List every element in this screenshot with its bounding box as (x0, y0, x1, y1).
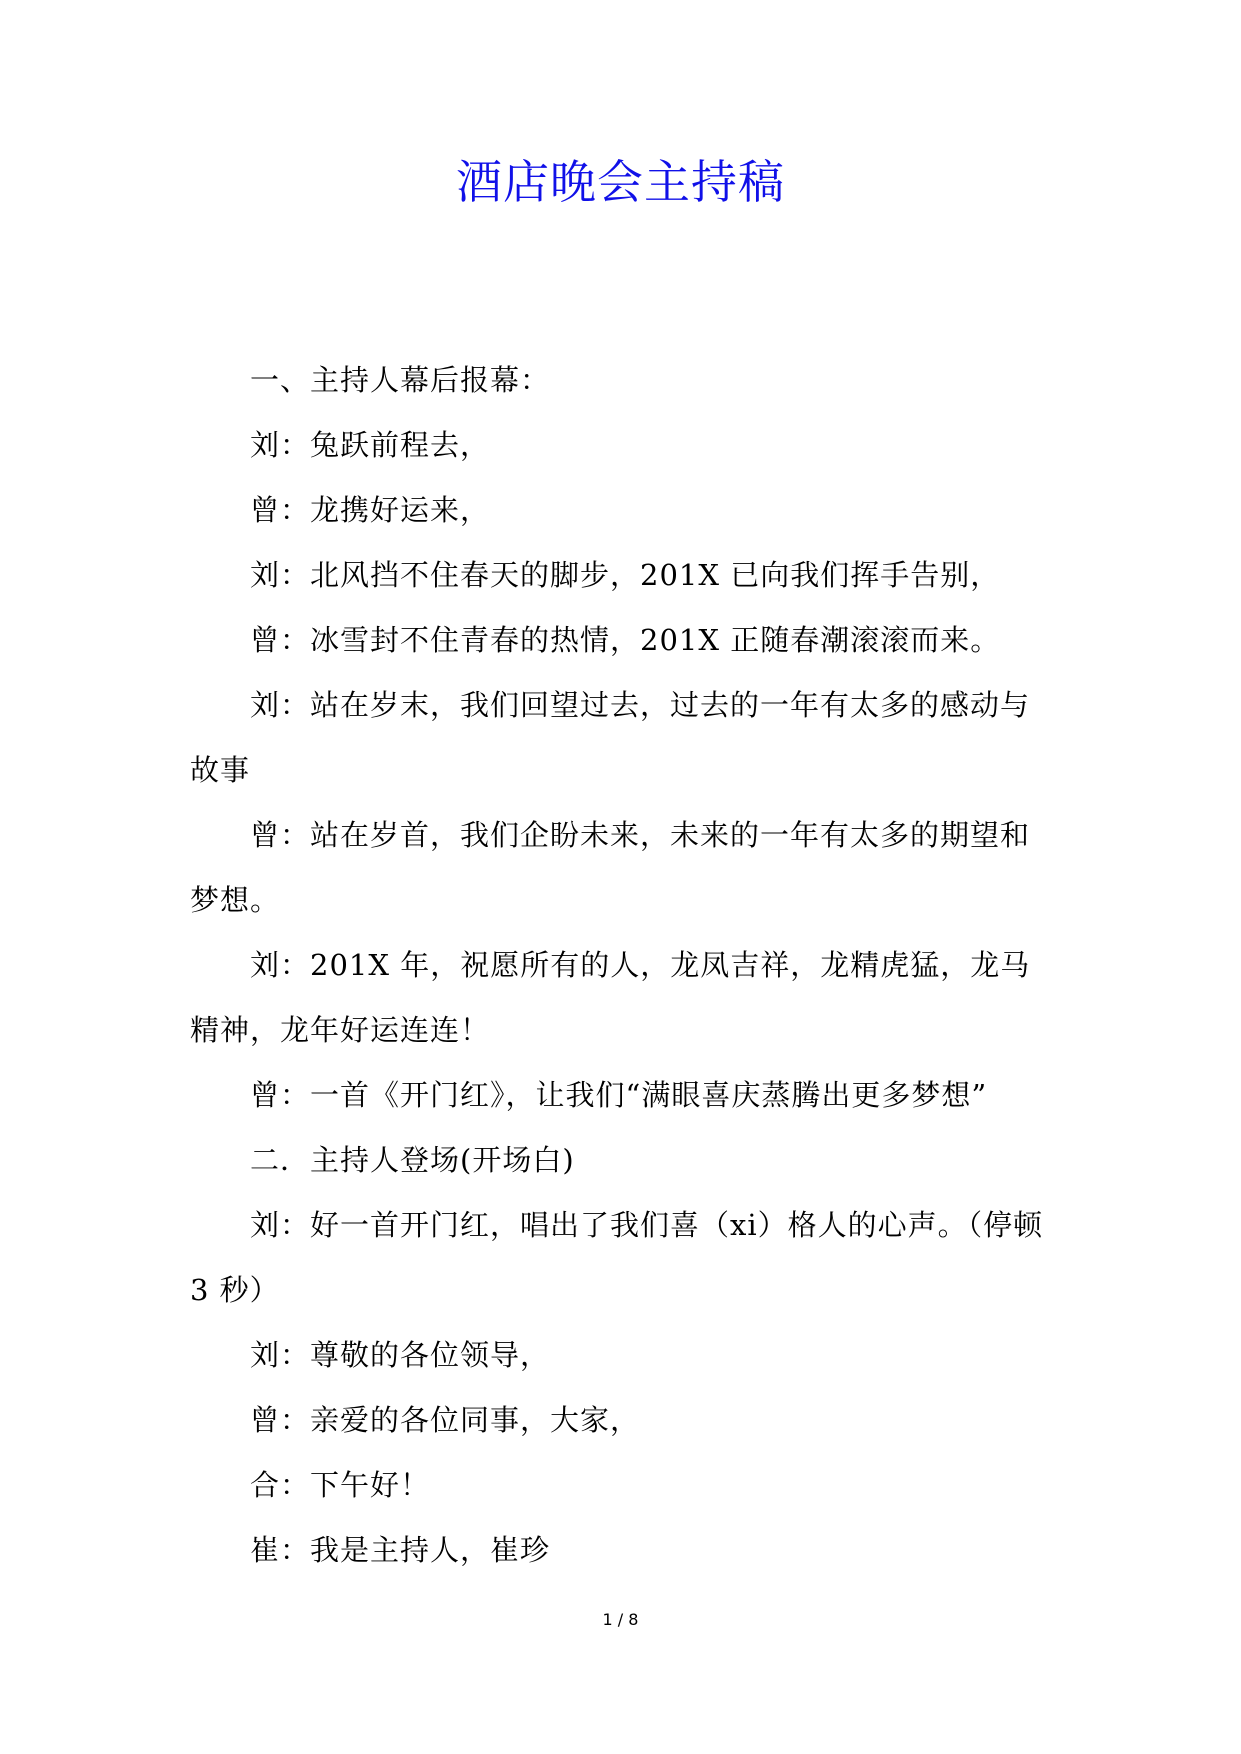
paragraph: 刘：201X 年，祝愿所有的人，龙凤吉祥，龙精虎猛，龙马精神，龙年好运连连！ (190, 948, 1031, 1047)
section-heading: 二．主持人登场(开场白) (250, 1143, 575, 1177)
paragraph: 崔：我是主持人，崔珍 (250, 1533, 551, 1567)
paragraph: 刘：北风挡不住春天的脚步，201X 已向我们挥手告别， (250, 558, 1001, 592)
paragraph: 刘：兔跃前程去， (250, 428, 491, 462)
paragraph: 一、主持人幕后报幕： (250, 363, 551, 397)
paragraph: 曾：亲爱的各位同事，大家， (250, 1403, 641, 1437)
paragraph: 刘：站在岁末，我们回望过去，过去的一年有太多的感动与故事 (190, 688, 1031, 787)
paragraph: 合：下午好！ (250, 1468, 431, 1502)
paragraph: 刘：好一首开门红，唱出了我们喜（xi）格人的心声。（停顿 3 秒） (190, 1208, 1044, 1307)
document-title: 酒店晚会主持稿 (456, 155, 785, 209)
paragraph: 曾：龙携好运来， (250, 493, 491, 527)
paragraph: 曾：站在岁首，我们企盼未来，未来的一年有太多的期望和梦想。 (190, 818, 1031, 917)
paragraph: 曾：一首《开门红》，让我们“满眼喜庆蒸腾出更多梦想” (250, 1078, 988, 1112)
page-indicator: 1 / 8 (602, 1610, 639, 1629)
paragraph: 刘：尊敬的各位领导， (250, 1338, 551, 1372)
document-body (190, 348, 1052, 1583)
paragraph: 曾：冰雪封不住青春的热情，201X 正随春潮滚滚而来。 (250, 623, 1001, 657)
